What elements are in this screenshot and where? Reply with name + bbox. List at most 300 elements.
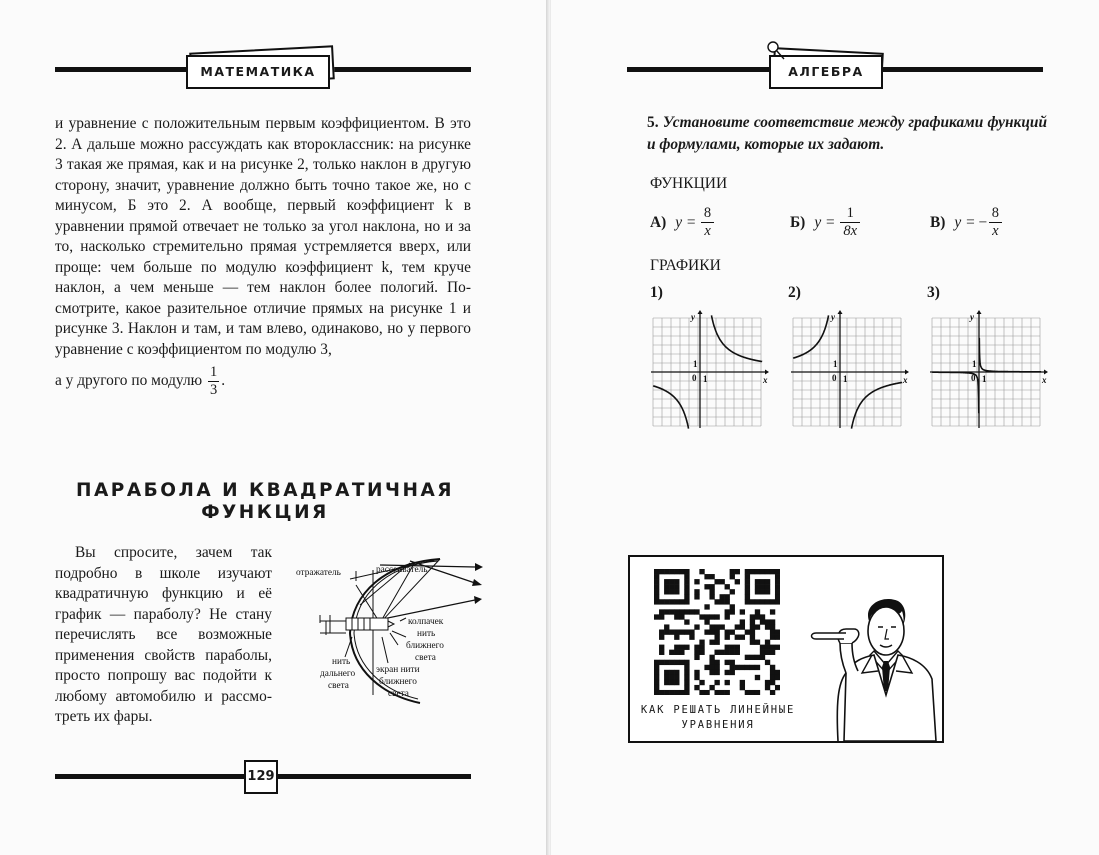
qr-module <box>659 650 664 655</box>
qr-module <box>679 599 684 604</box>
qr-module <box>664 670 669 675</box>
qr-module <box>775 635 780 640</box>
qr-module <box>704 614 709 619</box>
qr-module <box>664 675 669 680</box>
qr-module <box>750 599 755 604</box>
qr-module <box>674 609 679 614</box>
qr-module <box>770 675 775 680</box>
qr-module <box>740 635 745 640</box>
paragraph: и уравнение с положительным первым коэффициентом. В это 2. А дальше можно рассуждать как второклассник: на рисунке 3 такая же прямая, как и на рисунке 2, только наклон в другую сторону, значит, уравнение должно быть точно такое же, но с минусом, Б это 2. А вообще, первый коэффициент k в уравнении прямой отвечает не только за угол наклона, но и за то, насколько стремительно прямая устремляется вверх, или проще: чем больше по модулю коэффициент k, тем круче наклон, а чем меньше — тем наклон более пологий. Посмотрите, какое разительное отличие прямых на рисунке 1 и рисунке 3. Наклон и там, и там влево, одинаково, но у первого уравнение с коэффициентом по модулю 3, <box>55 115 471 358</box>
qr-module <box>684 660 689 665</box>
qr-module <box>699 640 704 645</box>
qr-module <box>669 584 674 589</box>
label-screen: света <box>388 689 409 699</box>
label-diffuser: рассеиватель <box>376 565 428 575</box>
ray-arrow <box>472 579 482 586</box>
qr-module <box>684 599 689 604</box>
qr-module <box>679 660 684 665</box>
qr-module <box>669 690 674 695</box>
qr-module <box>654 685 659 690</box>
qr-module <box>755 569 760 574</box>
qr-module <box>730 609 735 614</box>
x-axis-label: x <box>903 375 908 385</box>
qr-module <box>714 670 719 675</box>
qr-module <box>730 665 735 670</box>
qr-module <box>709 594 714 599</box>
qr-module <box>684 680 689 685</box>
qr-caption <box>638 703 798 733</box>
qr-module <box>694 645 699 650</box>
qr-module <box>664 569 669 574</box>
qr-module <box>714 650 719 655</box>
qr-module <box>750 624 755 629</box>
qr-module <box>775 685 780 690</box>
qr-module <box>770 670 775 675</box>
qr-module <box>770 629 775 634</box>
qr-module <box>659 660 664 665</box>
y-axis-arrow <box>838 310 843 314</box>
graph-2 <box>790 310 910 430</box>
origin-label: 0 <box>832 373 837 383</box>
qr-module <box>659 599 664 604</box>
qr-module <box>770 680 775 685</box>
qr-module <box>720 594 725 599</box>
x-axis-label: x <box>763 375 768 385</box>
qr-module <box>659 609 664 614</box>
function-lhs: y = <box>954 213 976 231</box>
qr-module <box>664 584 669 589</box>
qr-module <box>654 574 659 579</box>
qr-module <box>755 609 760 614</box>
qr-module <box>689 635 694 640</box>
qr-module <box>699 650 704 655</box>
qr-module <box>770 569 775 574</box>
graph-label: 3) <box>927 284 940 301</box>
function-fraction <box>701 205 713 240</box>
qr-module <box>669 579 674 584</box>
teacher-illustration <box>806 593 940 741</box>
label-near-filament: ближнего <box>406 641 444 651</box>
qr-module <box>684 629 689 634</box>
qr-module <box>755 690 760 695</box>
qr-module <box>664 609 669 614</box>
qr-module <box>714 614 719 619</box>
qr-module <box>714 640 719 645</box>
fraction-one-third <box>208 364 219 399</box>
qr-module <box>755 599 760 604</box>
qr-module <box>760 584 765 589</box>
function-fraction <box>840 205 860 240</box>
qr-module <box>709 685 714 690</box>
qr-module <box>725 690 730 695</box>
qr-module <box>679 629 684 634</box>
y-axis-label: y <box>691 312 695 322</box>
fraction-numerator: 8 <box>989 205 1001 223</box>
qr-module <box>704 604 709 609</box>
qr-module <box>654 569 659 574</box>
function-curve <box>852 382 903 428</box>
bulb-socket <box>320 615 346 635</box>
qr-module <box>760 619 765 624</box>
qr-module <box>714 599 719 604</box>
qr-module <box>714 635 719 640</box>
x-unit-label: 1 <box>843 374 848 384</box>
y-axis-label: y <box>970 312 974 322</box>
qr-module <box>664 690 669 695</box>
qr-module <box>725 650 730 655</box>
qr-module <box>775 579 780 584</box>
qr-module <box>730 589 735 594</box>
qr-module <box>664 589 669 594</box>
qr-module <box>760 599 765 604</box>
qr-module <box>699 680 704 685</box>
origin-label: 0 <box>971 373 976 383</box>
qr-module <box>689 609 694 614</box>
qr-module <box>735 645 740 650</box>
qr-module <box>669 599 674 604</box>
ray-arrow <box>474 596 482 604</box>
qr-module <box>669 670 674 675</box>
qr-module <box>755 584 760 589</box>
qr-module <box>709 624 714 629</box>
qr-module <box>730 645 735 650</box>
qr-module <box>765 660 770 665</box>
qr-module <box>745 599 750 604</box>
qr-module <box>699 614 704 619</box>
last-line <box>55 364 471 399</box>
qr-module <box>775 629 780 634</box>
qr-module <box>775 569 780 574</box>
qr-module <box>654 584 659 589</box>
qr-module <box>750 655 755 660</box>
qr-module <box>720 624 725 629</box>
qr-module <box>725 670 730 675</box>
qr-module <box>669 589 674 594</box>
qr-module <box>694 624 699 629</box>
qr-module <box>760 645 765 650</box>
qr-module <box>674 629 679 634</box>
origin-label: 0 <box>692 373 697 383</box>
qr-module <box>679 569 684 574</box>
qr-module <box>714 680 719 685</box>
raised-arm <box>840 643 858 673</box>
qr-module <box>730 574 735 579</box>
qr-module <box>770 619 775 624</box>
qr-module <box>725 599 730 604</box>
y-unit-label: 1 <box>693 359 698 369</box>
qr-module <box>765 640 770 645</box>
x-axis-arrow <box>765 370 769 375</box>
qr-module <box>745 594 750 599</box>
qr-module <box>674 599 679 604</box>
graphs-heading: ГРАФИКИ <box>650 257 721 274</box>
x-unit-label: 1 <box>982 374 987 384</box>
qr-module <box>684 594 689 599</box>
qr-module <box>709 665 714 670</box>
qr-module <box>725 635 730 640</box>
qr-module <box>745 629 750 634</box>
qr-module <box>760 655 765 660</box>
qr-module <box>674 650 679 655</box>
qr-module <box>709 574 714 579</box>
function-curve <box>979 338 1041 372</box>
qr-module <box>694 609 699 614</box>
task-5 <box>647 112 1047 156</box>
qr-module <box>730 660 735 665</box>
qr-module <box>709 584 714 589</box>
graph-label: 1) <box>650 284 663 301</box>
qr-module <box>669 680 674 685</box>
qr-module <box>684 665 689 670</box>
qr-module <box>684 670 689 675</box>
qr-module <box>694 675 699 680</box>
label-cap: колпачек <box>408 617 444 627</box>
function-lhs: y = <box>814 213 836 231</box>
qr-module <box>674 579 679 584</box>
y-unit-label: 1 <box>833 359 838 369</box>
qr-module <box>669 650 674 655</box>
qr-module <box>725 660 730 665</box>
qr-module <box>654 614 659 619</box>
qr-module <box>745 665 750 670</box>
label-far-filament: дальнего <box>320 669 356 679</box>
fraction-numerator: 8 <box>701 205 713 223</box>
qr-module <box>730 670 735 675</box>
qr-module <box>720 579 725 584</box>
qr-module <box>765 645 770 650</box>
x-axis-arrow <box>1044 370 1048 375</box>
y-axis-arrow <box>698 310 703 314</box>
qr-module <box>755 665 760 670</box>
label-screen: ближнего <box>379 677 417 687</box>
qr-module <box>704 619 709 624</box>
qr-module <box>659 614 664 619</box>
qr-module <box>664 579 669 584</box>
qr-module <box>725 609 730 614</box>
label-near-filament: света <box>415 653 436 663</box>
body-text-parabola <box>55 543 272 728</box>
qr-module <box>720 690 725 695</box>
qr-module <box>694 650 699 655</box>
qr-module <box>760 579 765 584</box>
label-near-filament: нить <box>417 629 436 639</box>
qr-module <box>654 594 659 599</box>
qr-module <box>775 589 780 594</box>
qr-module <box>750 614 755 619</box>
label-screen: экран нити <box>376 665 420 675</box>
function-a <box>650 205 716 240</box>
qr-module <box>709 670 714 675</box>
qr-module <box>709 614 714 619</box>
qr-module <box>745 584 750 589</box>
qr-module <box>765 589 770 594</box>
qr-module <box>750 665 755 670</box>
qr-module <box>674 675 679 680</box>
function-letter: А) <box>650 213 667 231</box>
qr-module <box>740 609 745 614</box>
fraction-denominator: 3 <box>210 382 218 398</box>
function-letter: Б) <box>790 213 806 231</box>
qr-module <box>775 584 780 589</box>
qr-module <box>709 660 714 665</box>
qr-module <box>684 690 689 695</box>
qr-module <box>684 574 689 579</box>
qr-module <box>775 594 780 599</box>
task-number: 5. <box>647 114 659 131</box>
qr-module <box>740 680 745 685</box>
qr-module <box>709 589 714 594</box>
qr-module <box>674 670 679 675</box>
qr-module <box>725 584 730 589</box>
page-number: 129 <box>244 760 278 794</box>
qr-module <box>679 650 684 655</box>
qr-module <box>740 619 745 624</box>
pushpin-icon <box>763 38 789 64</box>
qr-module <box>674 614 679 619</box>
y-axis-label: y <box>831 312 835 322</box>
qr-module <box>765 619 770 624</box>
running-header: МАТЕМАТИКА <box>186 55 330 89</box>
qr-module <box>765 680 770 685</box>
paragraph: Вы спросите, зачем так подробно в школе изучают квадратичную функцию и её график — параболу? Не стану перечислять все возможные применения свойств параболы, просто попрошу вас подойти к любому автомобилю и рассмотреть их фары. <box>55 544 272 725</box>
function-c <box>930 205 1004 240</box>
y-unit-label: 1 <box>972 359 977 369</box>
qr-module <box>720 599 725 604</box>
qr-module <box>684 645 689 650</box>
qr-module <box>669 660 674 665</box>
qr-module <box>654 579 659 584</box>
qr-module <box>699 569 704 574</box>
qr-module <box>669 629 674 634</box>
left-page <box>0 0 548 855</box>
video-link-box <box>628 555 944 743</box>
qr-module <box>669 609 674 614</box>
qr-module <box>674 645 679 650</box>
qr-module <box>730 569 735 574</box>
qr-module <box>679 609 684 614</box>
qr-module <box>775 670 780 675</box>
qr-module <box>755 655 760 660</box>
qr-module <box>694 685 699 690</box>
qr-module <box>745 655 750 660</box>
qr-module <box>709 629 714 634</box>
qr-module <box>684 609 689 614</box>
qr-module <box>755 675 760 680</box>
qr-module <box>714 629 719 634</box>
qr-module <box>694 589 699 594</box>
qr-module <box>775 645 780 650</box>
x-axis-label: x <box>1042 375 1047 385</box>
fraction-numerator: 1 <box>210 364 218 380</box>
qr-module <box>684 584 689 589</box>
qr-module <box>770 599 775 604</box>
qr-module <box>745 569 750 574</box>
qr-module <box>770 645 775 650</box>
qr-module <box>765 569 770 574</box>
pointing-finger <box>812 633 847 639</box>
qr-module <box>765 685 770 690</box>
qr-module <box>654 665 659 670</box>
qr-module <box>725 594 730 599</box>
qr-module <box>750 640 755 645</box>
qr-module <box>684 685 689 690</box>
qr-module <box>775 574 780 579</box>
function-curve <box>712 315 763 361</box>
last-line-period: . <box>221 372 226 390</box>
qr-module <box>664 624 669 629</box>
qr-module <box>664 660 669 665</box>
qr-module <box>684 619 689 624</box>
qr-module <box>745 574 750 579</box>
qr-module <box>750 619 755 624</box>
qr-module <box>659 629 664 634</box>
qr-module <box>755 589 760 594</box>
qr-module <box>735 579 740 584</box>
qr-module <box>745 579 750 584</box>
qr-module <box>725 629 730 634</box>
qr-module <box>659 635 664 640</box>
qr-module <box>765 624 770 629</box>
qr-module <box>714 579 719 584</box>
graph-label: 2) <box>788 284 801 301</box>
qr-module <box>704 629 709 634</box>
qr-module <box>740 685 745 690</box>
label-far-filament: света <box>328 681 349 691</box>
qr-module <box>709 640 714 645</box>
last-line-text: а у другого по модулю <box>55 372 203 390</box>
qr-module <box>709 655 714 660</box>
body-text <box>55 114 471 399</box>
qr-module <box>755 624 760 629</box>
qr-module <box>770 624 775 629</box>
qr-module <box>775 675 780 680</box>
qr-module <box>770 665 775 670</box>
qr-module <box>760 614 765 619</box>
label-reflector: отражатель <box>296 568 341 578</box>
qr-module <box>674 680 679 685</box>
qr-module <box>735 569 740 574</box>
qr-module <box>689 629 694 634</box>
qr-module <box>674 584 679 589</box>
graph-3 <box>929 310 1049 430</box>
qr-module <box>755 579 760 584</box>
qr-module <box>740 665 745 670</box>
qr-module <box>725 645 730 650</box>
qr-module <box>775 599 780 604</box>
qr-module <box>654 675 659 680</box>
qr-module <box>725 680 730 685</box>
section-title <box>60 480 470 524</box>
qr-module <box>684 569 689 574</box>
qr-module <box>699 645 704 650</box>
qr-module <box>684 589 689 594</box>
x-unit-label: 1 <box>703 374 708 384</box>
qr-module <box>770 650 775 655</box>
qr-module <box>659 569 664 574</box>
function-letter: В) <box>930 213 946 231</box>
qr-module <box>704 574 709 579</box>
qr-module <box>674 635 679 640</box>
function-b <box>790 205 862 240</box>
qr-module <box>765 584 770 589</box>
qr-module <box>714 665 719 670</box>
qr-module <box>669 569 674 574</box>
qr-module <box>674 589 679 594</box>
functions-heading: ФУНКЦИИ <box>650 175 728 192</box>
function-fraction <box>989 205 1001 240</box>
qr-code[interactable] <box>654 569 780 695</box>
qr-module <box>659 690 664 695</box>
